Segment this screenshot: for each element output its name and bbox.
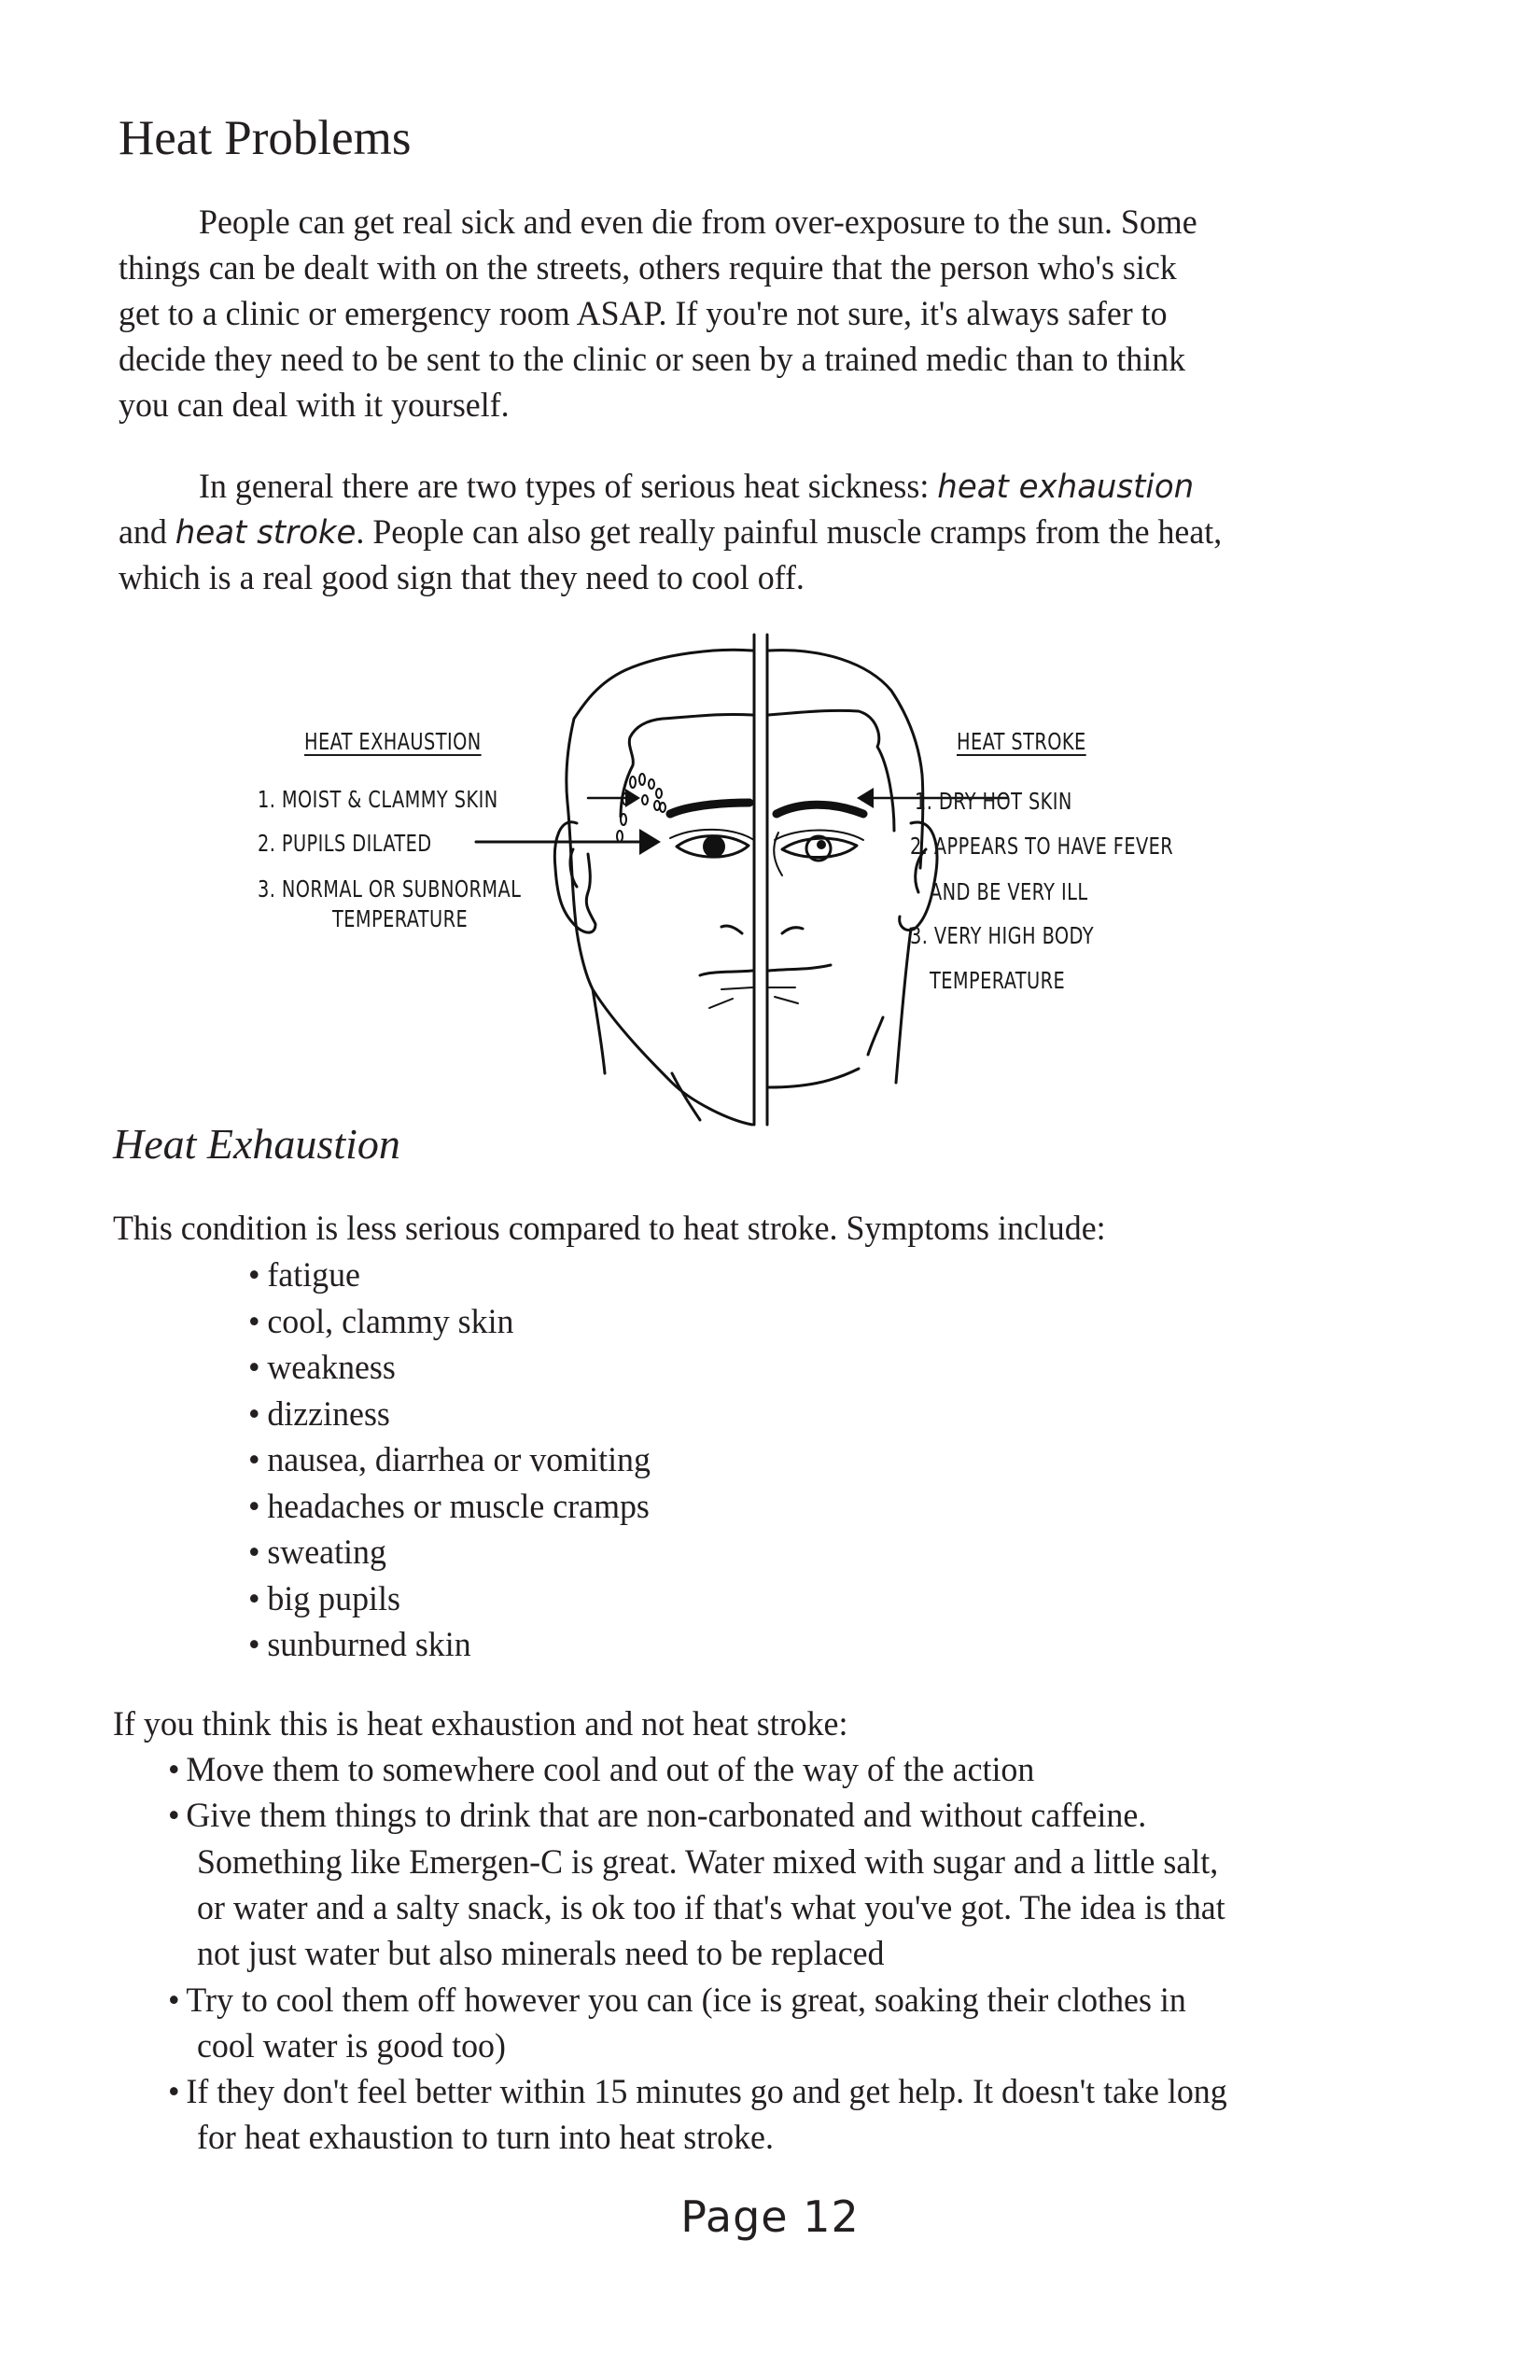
- types-line-1: [199, 469, 1194, 504]
- action-text: Move them to somewhere cool and out of the way of the action: [186, 1751, 1035, 1789]
- bullet-icon: •: [248, 1533, 260, 1572]
- nostril-right: [782, 928, 803, 933]
- bullet-icon: •: [248, 1302, 260, 1341]
- action-text: not just water but also minerals need to be replaced: [197, 1935, 885, 1974]
- head-outline-right: [769, 651, 923, 868]
- symptom-item: [248, 1394, 390, 1434]
- symptom-item: [248, 1302, 514, 1341]
- symptom-text: fatigue: [267, 1256, 360, 1295]
- symptom-item: [248, 1535, 386, 1570]
- figure-left-item: 3. NORMAL OR SUBNORMAL: [258, 875, 522, 903]
- symptom-item: [248, 1351, 396, 1385]
- eyebrow-right: [777, 805, 863, 814]
- types-line-2: [119, 515, 1222, 550]
- mouth-left: [700, 971, 752, 975]
- bullet-icon: •: [248, 1626, 260, 1664]
- intro-line: People can get real sick and even die from over-exposure to the sun. Some: [199, 203, 1197, 242]
- types-line-2-post: . People can also get really painful muscle cramps from the heat,: [356, 513, 1223, 552]
- symptom-text: cool, clammy skin: [267, 1302, 514, 1341]
- symptom-text: sweating: [267, 1533, 386, 1572]
- figure-right-item: 2. APPEARS TO HAVE FEVER: [910, 833, 1174, 860]
- actions-intro: If you think this is heat exhaustion and not heat stroke:: [113, 1705, 848, 1743]
- arrowhead-pupils-dilated: [639, 829, 661, 855]
- action-text: If they don't feel better within 15 minutes go and get help. It doesn't take long: [186, 2073, 1227, 2112]
- figure-heading-heat-exhaustion: HEAT EXHAUSTION: [304, 728, 482, 755]
- types-line-2-pre: and: [119, 513, 175, 552]
- figure-right-item: 1. DRY HOT SKIN: [915, 788, 1072, 815]
- chin-right-lines: [769, 987, 798, 1003]
- types-line-1-text: In general there are two types of serious heat sickness:: [199, 468, 938, 506]
- action-text: Try to cool them off however you can (ice is great, soaking their clothes in: [186, 1981, 1186, 2020]
- intro-line: things can be dealt with on the streets, others require that the person who's sick: [119, 249, 1177, 287]
- symptom-item: [248, 1579, 400, 1618]
- chin-right: [769, 1069, 859, 1087]
- symptom-text: nausea, diarrhea or vomiting: [267, 1441, 651, 1479]
- jaw-right: [896, 929, 911, 1083]
- types-line-3: which is a real good sign that they need to cool off.: [119, 559, 805, 597]
- symptom-text: sunburned skin: [267, 1626, 471, 1664]
- term-heat-stroke: heat stroke: [175, 514, 357, 552]
- arrowhead-dry-hot-skin: [857, 788, 874, 808]
- intro-line: decide they need to be sent to the clinic or seen by a trained medic than to think: [119, 341, 1186, 379]
- bullet-icon: •: [168, 2073, 180, 2112]
- nostril-left: [721, 926, 742, 933]
- term-heat-exhaustion: heat exhaustion: [937, 469, 1195, 506]
- action-text: or water and a salty snack, is ok too if that's what you've got. The idea is that: [197, 1888, 1225, 1927]
- heat-comparison-figure: [224, 616, 1344, 1139]
- action-text: for heat exhaustion to turn into heat stroke.: [197, 2119, 774, 2158]
- symptom-text: big pupils: [267, 1579, 400, 1618]
- bullet-icon: •: [168, 1751, 180, 1789]
- cheek-right: [868, 1017, 883, 1055]
- symptom-item: [248, 1628, 471, 1662]
- figure-heading-heat-stroke: HEAT STROKE: [957, 728, 1086, 755]
- symptoms-intro: This condition is less serious compared to heat stroke. Symptoms include:: [113, 1210, 1106, 1248]
- jaw-left: [593, 989, 605, 1073]
- action-text: cool water is good too): [197, 2026, 506, 2065]
- symptom-text: headaches or muscle cramps: [267, 1487, 650, 1526]
- neck-left: [672, 1073, 700, 1120]
- symptom-item: [248, 1487, 650, 1526]
- mouth-right: [769, 965, 831, 971]
- bullet-icon: •: [248, 1487, 260, 1526]
- bullet-icon: •: [248, 1579, 260, 1618]
- figure-right-item: AND BE VERY ILL: [930, 878, 1088, 905]
- symptom-item: [248, 1443, 651, 1477]
- figure-right-item: 3. VERY HIGH BODY: [910, 922, 1094, 949]
- bullet-icon: •: [248, 1441, 260, 1479]
- chin-left: [709, 987, 752, 1008]
- bullet-icon: •: [248, 1394, 260, 1434]
- symptom-item: [248, 1258, 360, 1293]
- bullet-icon: •: [248, 1349, 260, 1387]
- bullet-icon: •: [168, 1797, 180, 1836]
- figure-left-item: 2. PUPILS DILATED: [258, 830, 432, 857]
- section-heading-heat-exhaustion: Heat Exhaustion: [113, 1120, 400, 1168]
- page-number: Page 12: [680, 2191, 860, 2242]
- eyebrow-left: [670, 803, 749, 814]
- pupil-normal: [817, 840, 826, 849]
- symptom-text: dizziness: [267, 1394, 390, 1434]
- page-title: Heat Problems: [119, 111, 412, 165]
- intro-line: you can deal with it yourself.: [119, 386, 510, 425]
- bullet-icon: •: [248, 1256, 260, 1295]
- arrowhead-moist-skin: [625, 789, 640, 807]
- head-outline-left: [567, 650, 752, 1125]
- action-text: Give them things to drink that are non-carbonated and without caffeine.: [186, 1797, 1147, 1836]
- bullet-icon: •: [168, 1981, 180, 2020]
- figure-left-item: TEMPERATURE: [332, 905, 469, 932]
- intro-line: get to a clinic or emergency room ASAP. If you're not sure, it's always safer to: [119, 295, 1168, 333]
- action-text: Something like Emergen-C is great. Water mixed with sugar and a little salt,: [197, 1842, 1219, 1882]
- figure-right-item: TEMPERATURE: [930, 967, 1066, 994]
- symptom-text: weakness: [267, 1349, 396, 1387]
- pupil-dilated: [703, 835, 725, 858]
- figure-left-item: 1. MOIST & CLAMMY SKIN: [258, 786, 498, 813]
